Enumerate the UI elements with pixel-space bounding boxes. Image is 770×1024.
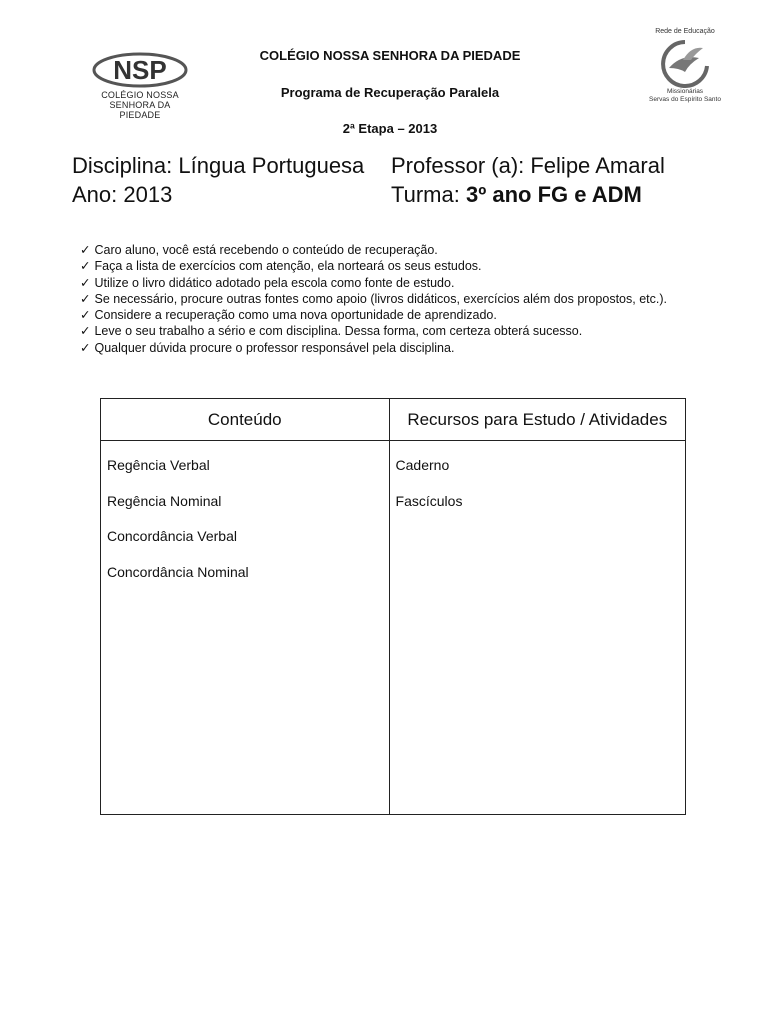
conteudo-item: Concordância Nominal	[107, 563, 249, 580]
recurso-item: Fascículos	[395, 492, 463, 509]
table-header-row	[101, 399, 686, 441]
list-item: ✓ Caro aluno, você está recebendo o conteúdo de recuperação.	[80, 243, 438, 257]
instructions-list	[80, 242, 678, 356]
header-conteudo: Conteúdo	[101, 399, 390, 441]
list-item: ✓ Considere a recuperação como uma nova oportunidade de aprendizado.	[80, 308, 497, 323]
list-item: ✓ Faça a lista de exercícios com atenção, ela norteará os seus estudos.	[80, 259, 482, 274]
school-logo	[88, 52, 192, 120]
conteudo-item: Regência Nominal	[107, 492, 222, 509]
logo-subtitle-2: SENHORA DA PIEDADE	[109, 100, 171, 120]
content-table	[100, 398, 686, 815]
recurso-item: Caderno	[395, 457, 450, 473]
check-icon: ✓	[80, 243, 91, 257]
header-recursos: Recursos para Estudo / Atividades	[389, 399, 685, 441]
discipline-label: Disciplina: Língua Portuguesa	[72, 153, 365, 178]
nsp-logo-mark	[92, 52, 188, 88]
list-item: ✓ Leve o seu trabalho a sério e com disciplina. Dessa forma, com certeza obterá sucesso.	[80, 324, 583, 339]
check-icon: ✓	[80, 308, 91, 323]
recursos-cell	[389, 441, 685, 815]
check-icon: ✓	[80, 291, 91, 306]
teacher-label: Professor (a): Felipe Amaral	[391, 153, 665, 178]
network-logo	[640, 28, 730, 106]
check-icon: ✓	[80, 340, 91, 355]
list-item: ✓ Se necessário, procure outras fontes como apoio (livros didáticos, exercícios além dos propostos, etc.).	[80, 291, 667, 306]
conteudo-item: Regência Verbal	[107, 457, 210, 473]
program-title: Programa de Recuperação Paralela	[280, 85, 500, 100]
logo-subtitle-1: COLÉGIO NOSSA	[101, 90, 179, 100]
check-icon: ✓	[80, 259, 91, 274]
table-row	[101, 441, 686, 815]
class-value: 3º ano FG e ADM	[465, 182, 642, 207]
network-logo-line-1: Missionárias	[666, 88, 704, 95]
check-icon: ✓	[80, 324, 91, 339]
list-item: ✓ Utilize o livro didático adotado pela escola como fonte de estudo.	[80, 275, 455, 290]
stage-label: 2ª Etapa – 2013	[342, 121, 438, 136]
network-logo-title: Rede de Educação	[655, 28, 715, 35]
school-name: COLÉGIO NOSSA SENHORA DA PIEDADE	[259, 48, 521, 63]
check-icon: ✓	[80, 275, 91, 290]
nsp-logo-text: NSP	[113, 55, 167, 85]
class-label	[391, 182, 642, 208]
year-label: Ano: 2013	[72, 182, 173, 207]
conteudo-item: Concordância Verbal	[107, 528, 237, 544]
dove-icon	[655, 38, 715, 88]
list-item: ✓ Qualquer dúvida procure o professor responsável pela disciplina.	[80, 340, 455, 355]
class-label-prefix: Turma:	[391, 182, 460, 207]
conteudo-cell	[101, 441, 390, 815]
network-logo-line-2: Servas do Espírito Santo	[649, 96, 721, 103]
